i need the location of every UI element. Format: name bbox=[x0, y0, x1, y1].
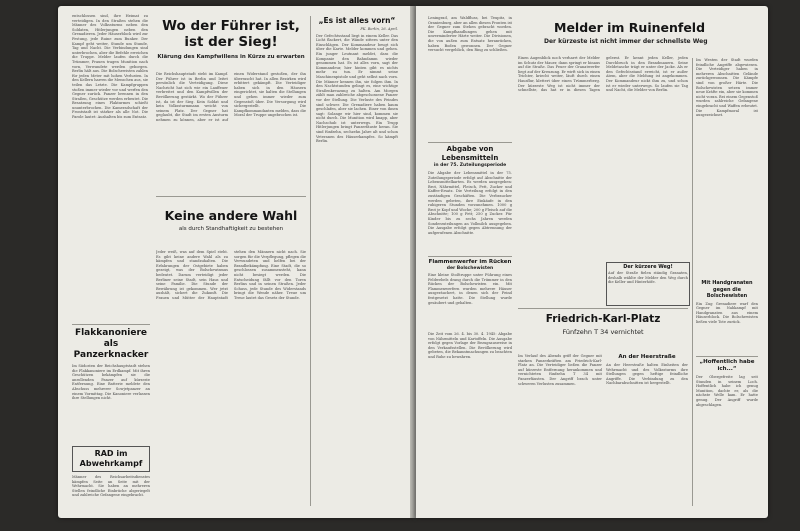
main-headline: Wo der Führer ist, ist der Sieg! bbox=[162, 18, 300, 50]
col4-article bbox=[316, 16, 398, 508]
right-col4-text: Im Westen der Stadt wurden feindliche Angriffe abgewiesen. Die Verteidiger haben in mehreren Abschnitten Gelände zurückgewonnen. Die Kämpfe sind von großer Härte. Die Bolschewisten setzen immer neue Kräfte ein, aber sie kommen nicht voran. Bei einem Gegenstoß wurden zahlreiche Gefangene eingebracht und Waffen erbeutet. Die Kampfmoral ist ausgezeichnet. bbox=[696, 58, 758, 118]
rad-headline: RAD im Abwehrkampf bbox=[79, 449, 143, 468]
col4-text: Der Gefechtsstand liegt in einem Keller. Das Licht flackert, die Wände zittern unter den Einschlägen. Der Kommandeur beugt sich über die Karte. Melder kommen und gehen. Ein junger Leutnant meldet, dass die Kompanie den Bahndamm wieder genommen hat. Es ist alles vorn, sagt der Kommandeur, hier hinten gibt es nichts mehr zu tun. Er nimmt seine Maschinenpistole und geht selbst nach vorn. Die Männer kennen ihn, sie folgen ihm. In den Nachtstunden gelingt es, eine wichtige Straßenkreuzung zu halten. Am Morgen zählt man zahlreiche abgeschossene Panzer vor der Stellung. Die Verluste des Feindes sind schwer. Die Grenadiere haben kaum geschlafen, aber sie lachen. Einer von ihnen sagt: Solange wir hier sind, kommen sie nicht durch. Die Munition wird knapp, aber Nachschub ist unterwegs. Ein Trupp Hitlerjungen bringt Panzerfäuste heran. Sie sind fünfzehn, sechzehn Jahre alt und schon Veteranen des Häuserkampfes. So kämpft Berlin. bbox=[316, 33, 398, 144]
col4-headline: „Es ist alles vorn“ bbox=[318, 16, 396, 25]
main-article bbox=[156, 72, 306, 192]
food-headline: Abgabe von Lebensmitteln bbox=[441, 145, 499, 162]
food-subheadline: in der 75. Zuteilungsperiode bbox=[433, 163, 507, 168]
right-col4-top bbox=[696, 58, 758, 278]
fk-article bbox=[518, 354, 602, 504]
divider bbox=[72, 324, 150, 325]
short-way-box bbox=[606, 262, 690, 306]
col4-dateline: PK. Berlin, 26. April. bbox=[360, 27, 398, 31]
fk-text: Im Verlauf des Abends griff der Gegner mit starken Panzerkräften am Friedrich-Karl-Platz an. Die Verteidiger ließen die Panzer auf kürzeste Entfernung herankommen und vernichteten fünfzehn T 34 mit Panzerfäusten. Der Angriff brach unter schweren Verlusten zusammen. bbox=[518, 354, 602, 386]
divider bbox=[696, 356, 758, 357]
fk-headline-block bbox=[518, 311, 688, 353]
main-article-text: Die Reichshauptstadt steht im Kampf. Der Führer ist in Berlin und leitet persönlich die Verteidigung. Diese Nachricht hat sich wie ein Lauffeuer verbreitet und den Kampfwillen der Bevölkerung gestärkt. Wo der Führer ist, da ist der Sieg. Kein Soldat und kein Volkssturmmann weicht von seinem Platz. Der Gegner hat geglaubt, die Stadt im ersten Ansturm nehmen zu können, aber er ist auf einen Widerstand gestoßen, der ihn überrascht hat. In allen Bezirken wird erbittert gekämpft. Die Verteidiger haben sich in den Häusern eingerichtet, sie halten die Stellungen und gehen immer wieder zum Gegenstoß über. Die Versorgung wird sichergestellt. Die Kampfkommandanten melden, dass die Moral der Truppe ungebrochen ist. bbox=[156, 72, 306, 122]
food-text: Die Abgabe der Lebensmittel in der 75. Zuteilungsperiode erfolgt auf Abschnitte der Lebensmittelkarten. Es werden ausgegeben: Brot, Nährmittel, Fleisch, Fett, Zucker und Kaffee-Ersatz. Die Verteilung erfolgt in den zuständigen Geschäften. Die Verbraucher werden gebeten, ihre Einkäufe in den ruhigeren Stunden vorzunehmen. 1000 g Brot je Kopf und Woche; 200 g Fleisch auf die Abschnitte; 100 g Fett; 250 g Zucker. Für Kinder bis zu sechs Jahren werden Sonderzuteilungen an Vollmilch ausgegeben. Die Ausgabe erfolgt gegen Abtrennung der aufgerufenen Abschnitte. bbox=[428, 171, 512, 235]
right-main-headline-block bbox=[518, 16, 756, 56]
last-headline: „Hoffentlich habe ich...“ bbox=[699, 359, 755, 372]
fk-subheadline: Fünfzehn T 34 vernichtet bbox=[562, 328, 644, 336]
heer-text: An der Heerstraße halten Einheiten der Wehrmacht und des Volkssturms ihre Stellungen gegen heftige feindliche Angriffe. Die Verbindung zu den Nachbarabschnitten ist hergestellt. bbox=[606, 363, 688, 386]
second-subheadline: als durch Standhaftigkeit zu bestehen bbox=[178, 226, 284, 232]
flame-headline: Flammenwerfer im Rücken bbox=[428, 259, 512, 265]
right-newspaper-page bbox=[416, 6, 768, 518]
flame-subheadline: der Bolschewisten bbox=[446, 266, 494, 271]
right-col1-bottom bbox=[428, 332, 512, 508]
divider bbox=[156, 196, 306, 197]
short-way-headline: Der kürzere Weg! bbox=[623, 264, 673, 270]
left-column-1-top bbox=[72, 14, 148, 284]
right-main-headline: Melder im Ruinenfeld bbox=[554, 20, 706, 35]
second-headline: Keine andere Wahl bbox=[164, 208, 298, 223]
right-main-subheadline: Der kürzeste ist nicht immer der schnellste Weg bbox=[544, 38, 708, 45]
hundred-article bbox=[696, 280, 758, 360]
flak-article bbox=[72, 328, 150, 504]
right-col1-bottom-text: Die Zeit vom 26. 4. bis 30. 4. 1945: Abgabe von Nährmitteln und Kartoffeln. Die Ausgabe erfolgt gegen Vorlage der Bezugsausweise in den Verkaufsstellen. Die Bevölkerung wird gebeten, die Bekanntmachungen zu beachten und Ruhe zu bewahren. bbox=[428, 332, 512, 359]
left-col1-top-text: entschlossen sind, ihre Heimat zu verteidigen. In den Straßen stehen die Männer des Volkssturms neben den Soldaten, Hitlerjungen neben den Grenadieren. Jeder Häuserblock wird zur Festung, jede Ruine zum Bunker. Der Kampf geht weiter, Stunde um Stunde, Tag und Nacht. Die Verbindungen sind unterbrochen, aber die Befehle erreichen die Truppe. Melder laufen durch die Trümmer, Frauen tragen Munition nach vorn, Verwundete werden geborgen. Berlin hält aus. Die Bolschewisten zahlen für jeden Meter mit hohen Verlusten. In den Kellern harren die Menschen aus, sie teilen das Letzte. Die Kampfgruppen stoßen immer wieder vor und werfen den Gegner zurück. Panzer brennen in den Straßen, Geschütze werden erbeutet. Die Besatzung eines Flakturmes schießt ununterbrochen. Die Kameradschaft der Frontstadt ist stärker als alle Not. Die Parole lautet: Aushalten bis zum Entsatz. bbox=[72, 14, 148, 120]
divider bbox=[428, 256, 512, 257]
rad-text: Männer des Reichsarbeitsdienstes kämpfen Seite an Seite mit der Wehrmacht. Sie haben an mehreren Stellen feindliche Einbrüche abgeriegelt und zahlreiche Gefangene eingebracht. bbox=[72, 475, 150, 498]
flak-text: Im Südosten der Reichshauptstadt stehen die Flakkanoniere im Erdkampf. Mit ihren Geschützen bekämpfen sie die anrollenden Panzer auf kürzeste Entfernung. Eine Batterie meldete den Abschuss mehrerer Sowjetpanzer an einem Vormittag. Die Kanoniere verlassen ihre Stellungen nicht. bbox=[72, 364, 150, 401]
divider bbox=[428, 142, 512, 143]
flak-headline: Flakkanoniere als Panzerknacker bbox=[73, 328, 149, 360]
short-way-text: Auf der Straße fielen ständig Granaten, deshalb wählte der Melder den Weg durch die Keller und Hinterhöfe. bbox=[608, 271, 688, 285]
fk-headline: Friedrich-Karl-Platz bbox=[545, 313, 661, 325]
second-headline-block bbox=[156, 200, 306, 246]
right-col1-top-text: Leningrad, am Waldfluss, bei Teupitz, in Oranienburg, aber an allen diesen Fronten ist der Gegner zum Stehen gebracht worden. Die Kampfhandlungen gehen mit unverminderter Härte weiter. Die Divisionen, die von außen zum Entsatz heranrücken, haben Boden gewonnen. Der Gegner versucht vergeblich, den Ring zu schließen. bbox=[428, 16, 512, 52]
heer-article bbox=[606, 354, 688, 504]
hundred-text: Ein Zug Grenadiere warf den Gegner im Nahkampf mit Handgranaten aus einem Häuserblock. Die Bolschewisten ließen viele Tote zurück. bbox=[696, 301, 758, 324]
column-rule bbox=[310, 16, 311, 506]
hundred-headline: Mit Handgranaten gegen die Bolschewisten bbox=[701, 280, 753, 299]
divider bbox=[518, 308, 688, 309]
right-main-article-text: Einen Augenblick noch verharrt der Melder im Schutz der Mauer, dann springt er hinaus auf die Straße. Das Feuer der Granatwerfer liegt auf der Kreuzung. Er wirft sich in einen Trichter, kriecht weiter, läuft durch einen Hausflur, klettert über einen Trümmerberg. Der kürzeste Weg ist nicht immer der schnellste, das hat er in diesen Tagen gelernt. Er kennt jeden Keller, jeden Durchbruch in den Brandmauern. Seine Meldetasche trägt er unter der Jacke. Als er den Gefechtsstand erreicht, ist er außer Atem, aber die Meldung ist angekommen. Der Kommandeur nickt ihm zu, und schon ist er wieder unterwegs. So laufen sie Tag und Nacht, die Melder von Berlin. bbox=[518, 56, 688, 93]
right-col1-top bbox=[428, 16, 512, 52]
second-article bbox=[156, 250, 306, 508]
main-subheadline: Klärung des Kampfwillens in Kürze zu erwarten bbox=[157, 54, 305, 60]
heer-headline: An der Heerstraße bbox=[618, 354, 676, 360]
right-main-article bbox=[518, 56, 688, 261]
column-rule bbox=[692, 58, 693, 506]
main-headline-block bbox=[156, 14, 306, 74]
last-text: Der Obergefreite lag seit Stunden in seinem Loch. Hoffentlich habe ich genug Munition, dachte er, als die nächste Welle kam. Er hatte genug. Der Angriff wurde abgeschlagen. bbox=[696, 375, 758, 407]
left-newspaper-page bbox=[58, 6, 414, 518]
last-article bbox=[696, 359, 758, 507]
flame-text: Eine kleine Stoßtruppe unter Führung eines Feldwebels drang durch die Trümmer in den Rücken der Bolschewisten ein. Mit Flammenwerfern wurden mehrere Häuser ausgeräuchert, in denen sich der Feind festgesetzt hatte. Die Stellung wurde gesäubert und gehalten. bbox=[428, 273, 512, 305]
rad-box bbox=[72, 446, 150, 472]
second-article-text: Jeder weiß, was auf dem Spiel steht. Es gibt keine andere Wahl als zu kämpfen und standzuhalten. Die Erfahrungen der Ostgebiete haben gezeigt, was der Bolschewismus bedeutet. Darum verteidigt jeder Berliner seine Stadt, sein Haus und seine Familie. Die Stunde der Bewährung ist gekommen. Wer jetzt aushält, sichert die Zukunft. Die Frauen und Mütter der Hauptstadt stehen den Männern nicht nach. Sie sorgen für die Verpflegung, pflegen die Verwundeten und helfen bei der Brandbekämpfung. Eine Stadt, die so geschlossen zusammensteht, kann nicht besiegt werden. Die Entscheidung fällt vor den Toren Berlins und in seinen Straßen. Jeder Schuss, jede Stunde des Widerstands bringt die Wende näher. Treue um Treue lautet das Gesetz der Stunde. bbox=[156, 250, 306, 300]
